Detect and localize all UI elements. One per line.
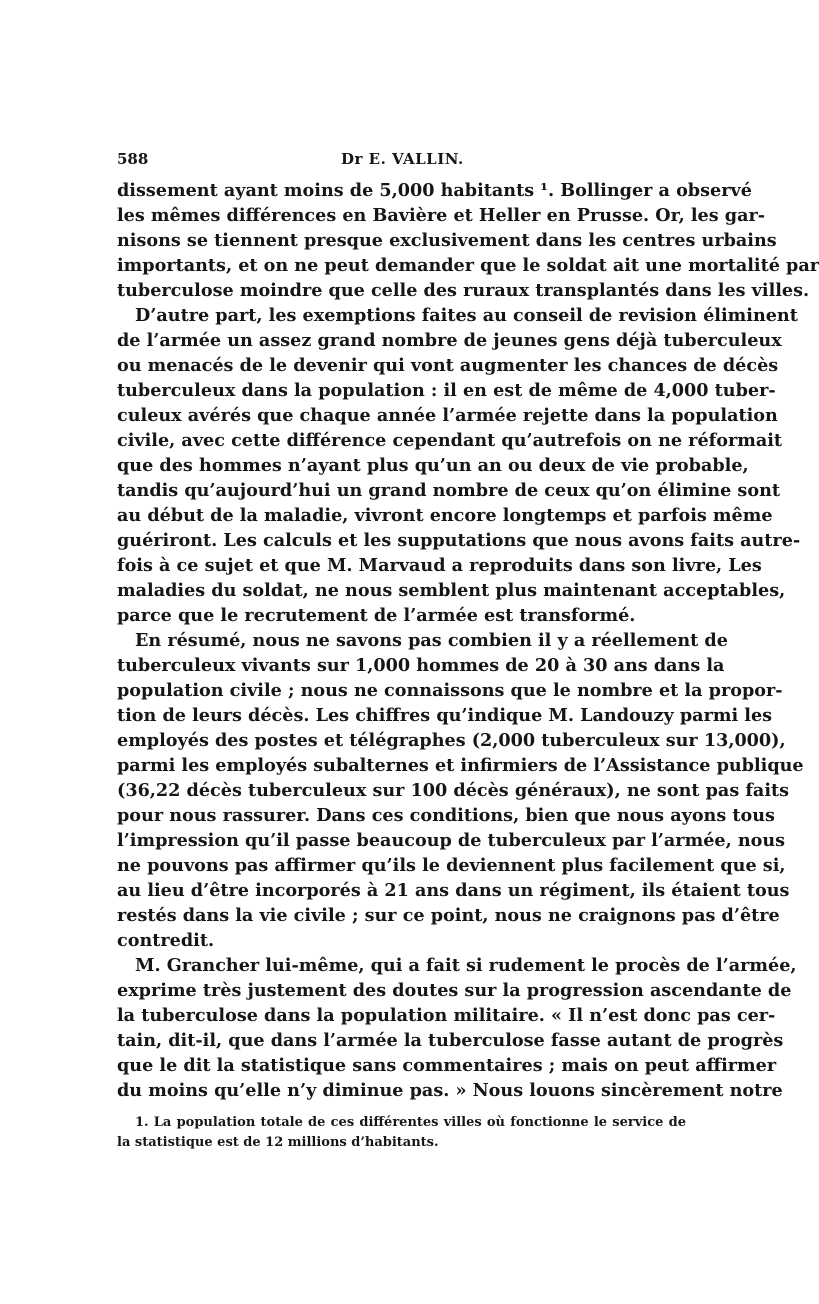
text-line: l’impression qu’il passe beaucoup de tuberculeux par l’armée, nous <box>117 830 786 851</box>
text-line: (36,22 décès tuberculeux sur 100 décès généraux), ne sont pas faits <box>117 780 790 801</box>
text-line: au début de la maladie, vivront encore longtemps et parfois même <box>117 505 773 526</box>
page-number: 588 <box>117 150 149 168</box>
text-line: pour nous rassurer. Dans ces conditions, bien que nous ayons tous <box>117 805 775 826</box>
text-line: fois à ce sujet et que M. Marvaud a reproduits dans son livre, Les <box>117 555 762 576</box>
text-line: parce que le recrutement de l’armée est transformé. <box>117 605 636 626</box>
text-line: que des hommes n’ayant plus qu’un an ou deux de vie probable, <box>117 455 749 476</box>
text-line: tion de leurs décès. Les chiffres qu’indique M. Landouzy parmi les <box>117 705 773 726</box>
text-line: de l’armée un assez grand nombre de jeunes gens déjà tuberculeux <box>117 330 782 351</box>
text-line: restés dans la vie civile ; sur ce point, nous ne craignons pas d’être <box>117 905 780 926</box>
text-line: M. Grancher lui-même, qui a fait si rudement le procès de l’armée, <box>135 955 797 976</box>
text-line: D’autre part, les exemptions faites au conseil de revision éliminent <box>135 305 798 326</box>
text-line: employés des postes et télégraphes (2,000 tuberculeux sur 13,000), <box>117 730 786 751</box>
text-line: culeux avérés que chaque année l’armée rejette dans la population <box>117 405 778 426</box>
text-line: du moins qu’elle n’y diminue pas. » Nous louons sincèrement notre <box>117 1080 783 1101</box>
text-line: civile, avec cette différence cependant qu’autrefois on ne réformait <box>117 430 783 451</box>
footnote-line: la statistique est de 12 millions d’habitants. <box>117 1135 439 1150</box>
text-line: au lieu d’être incorporés à 21 ans dans un régiment, ils étaient tous <box>117 880 790 901</box>
text-line: contredit. <box>117 930 215 951</box>
text-line: nisons se tiennent presque exclusivement dans les centres urbains <box>117 230 777 251</box>
page-header <box>117 150 686 174</box>
text-line: tuberculose moindre que celle des ruraux transplantés dans les villes. <box>117 280 810 301</box>
text-line: les mêmes différences en Bavière et Heller en Prusse. Or, les gar- <box>117 205 766 226</box>
body-text <box>117 178 819 1103</box>
text-line: parmi les employés subalternes et infirmiers de l’Assistance publique <box>117 755 804 776</box>
text-line: importants, et on ne peut demander que le soldat ait une mortalité par <box>117 255 819 276</box>
text-line: que le dit la statistique sans commentaires ; mais on peut affirmer <box>117 1055 777 1076</box>
text-line: tuberculeux dans la population : il en est de même de 4,000 tuber- <box>117 380 776 401</box>
text-line: tuberculeux vivants sur 1,000 hommes de 20 à 30 ans dans la <box>117 655 725 676</box>
text-line: ne pouvons pas affirmer qu’ils le deviennent plus facilement que si, <box>117 855 786 876</box>
text-line: tandis qu’aujourd’hui un grand nombre de ceux qu’on élimine sont <box>117 480 780 501</box>
text-line: ou menacés de le devenir qui vont augmenter les chances de décès <box>117 355 779 376</box>
text-line: dissement ayant moins de 5,000 habitants ¹. Bollinger a observé <box>117 180 752 201</box>
text-line: guériront. Les calculs et les supputations que nous avons faits autre- <box>117 530 801 551</box>
footnotes <box>117 1113 686 1153</box>
text-line: maladies du soldat, ne nous semblent plus maintenant acceptables, <box>117 580 786 601</box>
running-head: Dr E. VALLIN. <box>341 150 464 168</box>
text-line: la tuberculose dans la population militaire. « Il n’est donc pas cer- <box>117 1005 776 1026</box>
text-line: exprime très justement des doutes sur la progression ascendante de <box>117 980 792 1001</box>
text-line: population civile ; nous ne connaissons que le nombre et la propor- <box>117 680 783 701</box>
text-line: tain, dit-il, que dans l’armée la tuberculose fasse autant de progrès <box>117 1030 784 1051</box>
footnote-line: 1. La population totale de ces différentes villes où fonctionne le service de <box>135 1115 686 1130</box>
text-line: En résumé, nous ne savons pas combien il y a réellement de <box>135 630 728 651</box>
